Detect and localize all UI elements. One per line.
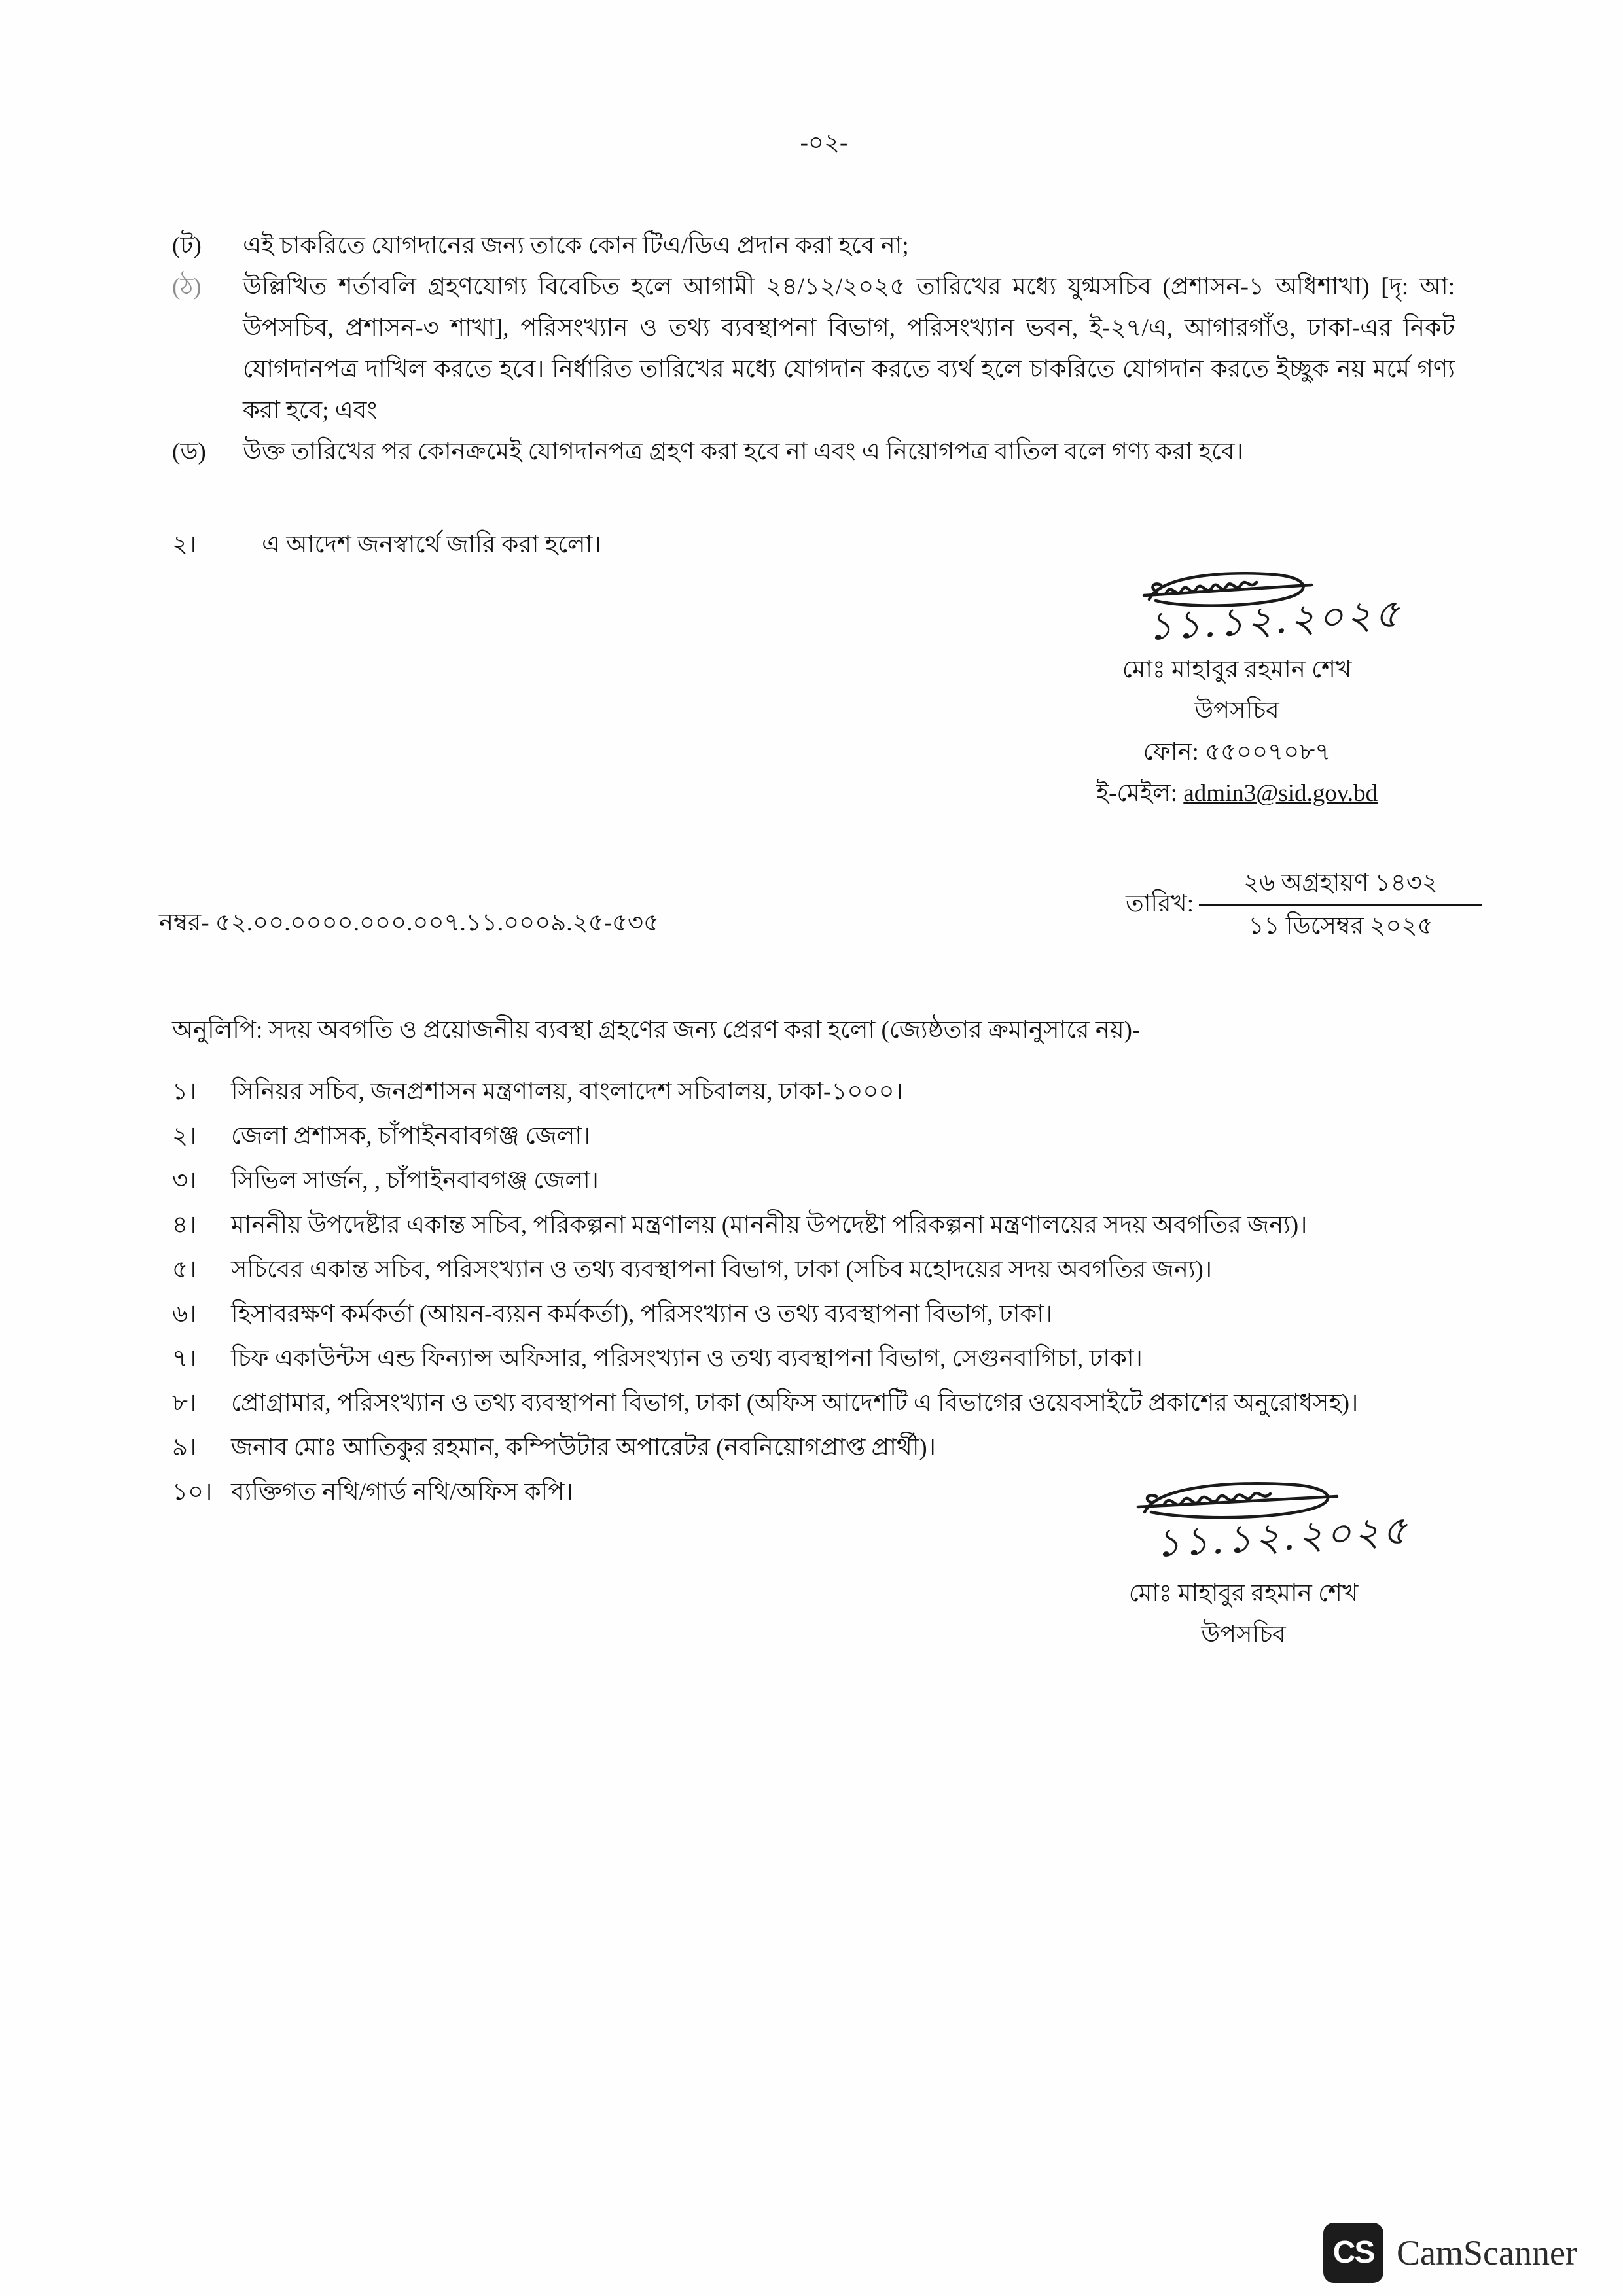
list-item-number: ১০।: [172, 1479, 213, 1506]
email-address: admin3@sid.gov.bd: [1183, 780, 1378, 807]
list-item-number: ৫।: [172, 1256, 197, 1283]
camscanner-name: CamScanner: [1397, 2233, 1577, 2272]
signatory-name: মোঃ মাহাবুর রহমান শেখ: [1122, 656, 1352, 683]
condition-item: [172, 431, 1455, 472]
page-number: -০২-: [800, 130, 848, 156]
list-item-text: চিফ একাউন্টস এন্ড ফিন্যান্স অফিসার, পরিসংখ্যান ও তথ্য ব্যবস্থাপনা বিভাগ, সেগুনবাগিচা, ঢাকা।: [231, 1345, 1143, 1372]
memo-reference-row: [159, 857, 1525, 948]
list-item: [172, 1114, 1525, 1159]
list-item: [172, 1203, 1525, 1248]
list-item-number: ৯।: [172, 1434, 197, 1461]
list-item-number: ৪।: [172, 1212, 197, 1239]
memo-number: নম্বর- ৫২.০০.০০০০.০০০.০০৭.১১.০০০৯.২৫-৫৩৫: [159, 910, 659, 936]
list-item-number: ১।: [172, 1078, 197, 1105]
date-label: তারিখ:: [1126, 891, 1194, 917]
signatory-designation: উপসচিব: [1201, 1621, 1286, 1648]
list-item-number: ৭।: [172, 1345, 197, 1372]
signatory-designation: উপসচিব: [1194, 698, 1279, 724]
date-bangla: ২৬ অগ্রহায়ণ ১৪৩২: [1199, 862, 1482, 906]
signature-mark: [1001, 565, 1472, 649]
order-text: এ আদেশ জনস্বার্থে জারি করা হলো।: [262, 531, 601, 558]
list-item-text: সিনিয়র সচিব, জনপ্রশাসন মন্ত্রণালয়, বাংলাদেশ সচিবালয়, ঢাকা-১০০০।: [231, 1078, 903, 1105]
list-item: [172, 1292, 1525, 1337]
condition-text: উল্লিখিত শর্তাবলি গ্রহণযোগ্য বিবেচিত হলে আগামী ২৪/১২/২০২৫ তারিখের মধ্যে যুগ্মসচিব (প্রশাসন-১ অধিশাখা) [দৃ: আ: উপসচিব, প্রশাসন-৩ শাখা], পরিসংখ্যান ও তথ্য ব্যবস্থাপনা বিভাগ, পরিসংখ্যান ভবন, ই-২৭/এ, আগারগাঁও, ঢাকা-এর নিকট যোগদানপত্র দাখিল করতে হবে। নির্ধারিত তারিখের মধ্যে যোগদান করতে ব্যর্থ হলে চাকরিতে যোগদান করতে ইচ্ছুক নয় মর্মে গণ্য করা হবে; এবং: [243, 274, 1455, 424]
condition-text: উক্ত তারিখের পর কোনক্রমেই যোগদানপত্র গ্রহণ করা হবে না এবং এ নিয়োগপত্র বাতিল বলে গণ্য করা হবে।: [243, 438, 1243, 465]
condition-label: (ঠ): [172, 274, 202, 300]
order-statement: [172, 524, 1525, 565]
list-item: [172, 1248, 1525, 1292]
condition-item: [172, 225, 1455, 266]
email-label: ই-মেইল:: [1096, 780, 1178, 807]
list-item-text: সিভিল সার্জন, , চাঁপাইনবাবগঞ্জ জেলা।: [231, 1167, 599, 1194]
condition-item: [172, 266, 1455, 431]
list-item: [172, 1070, 1525, 1114]
handwritten-date: ১১.১২.২০২৫: [1154, 1507, 1412, 1566]
signatory-name: মোঃ মাহাবুর রহমান শেখ: [1128, 1580, 1359, 1607]
list-item-number: ৩।: [172, 1167, 197, 1194]
list-item-text: ব্যক্তিগত নথি/গার্ড নথি/অফিস কপি।: [231, 1479, 573, 1506]
signature-block: [1001, 565, 1472, 814]
list-item-text: প্রোগ্রামার, পরিসংখ্যান ও তথ্য ব্যবস্থাপনা বিভাগ, ঢাকা (অফিস আদেশটি এ বিভাগের ওয়েবসাইটে প্রকাশের অনুরোধসহ)।: [231, 1390, 1359, 1417]
date-block: [1199, 862, 1482, 947]
signature-block: [1008, 1475, 1479, 1655]
signatory-email: [1001, 773, 1472, 814]
signatory-phone: ফোন: ৫৫০০৭০৮৭: [1143, 739, 1331, 766]
condition-label: (ড): [172, 438, 206, 465]
document-body: [159, 0, 1525, 1655]
list-item-number: ৬।: [172, 1301, 197, 1328]
copy-to-list: [172, 1070, 1525, 1515]
list-item-text: সচিবের একান্ত সচিব, পরিসংখ্যান ও তথ্য ব্যবস্থাপনা বিভাগ, ঢাকা (সচিব মহোদয়ের সদয় অবগতির জন্য)।: [231, 1256, 1213, 1283]
list-item: [172, 1337, 1525, 1381]
list-item: [172, 1426, 1525, 1470]
list-item-text: জনাব মোঃ আতিকুর রহমান, কম্পিউটার অপারেটর (নবনিয়োগপ্রাপ্ত প্রার্থী)।: [231, 1434, 936, 1461]
order-number: ২।: [172, 531, 197, 558]
list-item-text: জেলা প্রশাসক, চাঁপাইনবাবগঞ্জ জেলা।: [231, 1123, 591, 1150]
list-item-text: হিসাবরক্ষণ কর্মকর্তা (আয়ন-ব্যয়ন কর্মকর্তা), পরিসংখ্যান ও তথ্য ব্যবস্থাপনা বিভাগ, ঢাকা।: [231, 1301, 1053, 1328]
list-item: [172, 1159, 1525, 1203]
camscanner-logo-icon: CS: [1323, 2223, 1383, 2283]
conditions-list: [172, 225, 1455, 472]
list-item-number: ২।: [172, 1123, 197, 1150]
list-item-text: মাননীয় উপদেষ্টার একান্ত সচিব, পরিকল্পনা মন্ত্রণালয় (মাননীয় উপদেষ্টা পরিকল্পনা মন্ত্রণালয়ের সদয় অবগতির জন্য)।: [231, 1212, 1308, 1239]
condition-text: এই চাকরিতে যোগদানের জন্য তাকে কোন টিএ/ডিএ প্রদান করা হবে না;: [243, 232, 909, 259]
copy-to-heading: অনুলিপি: সদয় অবগতি ও প্রয়োজনীয় ব্যবস্থা গ্রহণের জন্য প্রেরণ করা হলো (জ্যেষ্ঠতার ক্রমানুসারে নয়)-: [172, 1017, 1141, 1044]
list-item: [172, 1381, 1525, 1426]
handwritten-date: ১১.১২.২০২৫: [1146, 590, 1404, 650]
condition-label: (ট): [172, 232, 202, 259]
signature-mark: [1008, 1475, 1479, 1573]
list-item-number: ৮।: [172, 1390, 197, 1417]
date-gregorian: ১১ ডিসেম্বর ২০২৫: [1248, 913, 1433, 940]
